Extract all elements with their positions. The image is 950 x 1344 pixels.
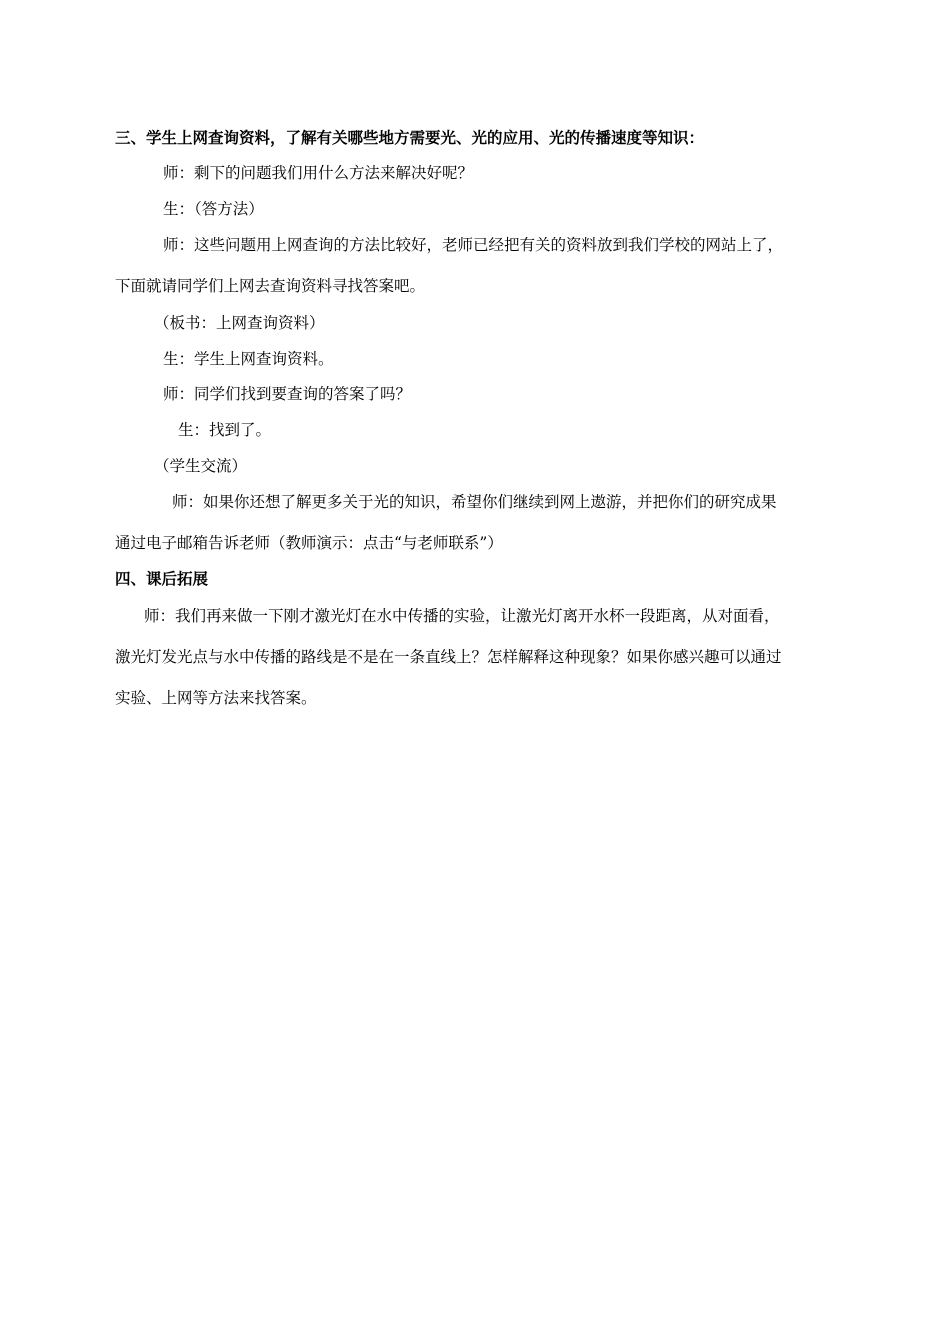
paragraph-line: 师：我们再来做一下刚才激光灯在水中传播的实验，让激光灯离开水杯一段距离，从对面看， [144,607,780,625]
paragraph-line: 下面就请同学们上网去查询资料寻找答案吧。 [115,277,426,295]
section-3-heading: 三、学生上网查询资料，了解有关哪些地方需要光、光的应用、光的传播速度等知识： [115,129,705,147]
paragraph-line: 生：学生上网查询资料。 [163,350,334,368]
paragraph-line: （学生交流） [154,457,248,475]
paragraph-line: 通过电子邮箱告诉老师（教师演示：点击“与老师联系”） [115,534,503,552]
paragraph-line: 生：（答方法） [163,200,264,218]
paragraph-line: 激光灯发光点与水中传播的路线是不是在一条直线上？怎样解释这种现象？如果你感兴趣可以通过 [115,648,782,666]
paragraph-line: 师：如果你还想了解更多关于光的知识，希望你们继续到网上遨游，并把你们的研究成果 [172,493,777,511]
paragraph-line: 师：剩下的问题我们用什么方法来解决好呢？ [163,164,474,182]
paragraph-line: 师：这些问题用上网查询的方法比较好，老师已经把有关的资料放到我们学校的网站上了， [163,236,784,254]
paragraph-line: 师：同学们找到要查询的答案了吗？ [163,385,412,403]
paragraph-line: （板书：上网查询资料） [154,314,325,332]
paragraph-line: 生：找到了。 [178,421,272,439]
section-4-heading: 四、课后拓展 [115,570,209,588]
paragraph-line: 实验、上网等方法来找答案。 [115,689,317,707]
